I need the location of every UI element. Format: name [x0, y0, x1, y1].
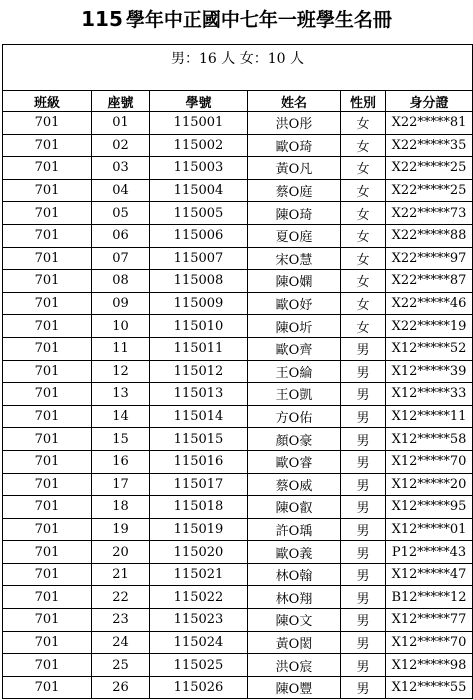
cell-student-id: 115023: [150, 609, 248, 632]
cell-class: 701: [3, 654, 92, 677]
cell-class: 701: [3, 224, 92, 247]
cell-national-id: X22*****35: [386, 134, 473, 157]
cell-name: 陳O叡: [248, 496, 341, 519]
cell-national-id: X12*****58: [386, 428, 473, 451]
cell-seat-no: 21: [92, 563, 150, 586]
table-row: [3, 134, 473, 157]
cell-gender: 男: [341, 473, 386, 496]
table-row: [3, 360, 473, 383]
cell-name: 方O佑: [248, 405, 341, 428]
cell-seat-no: 03: [92, 157, 150, 180]
cell-student-id: 115024: [150, 631, 248, 654]
table-row: [3, 676, 473, 699]
cell-seat-no: 26: [92, 676, 150, 699]
cell-name: 洪O彤: [248, 112, 341, 135]
gender-summary-row: [3, 45, 473, 91]
cell-class: 701: [3, 112, 92, 135]
title-year: 115: [81, 7, 123, 31]
cell-national-id: X12*****77: [386, 609, 473, 632]
cell-name: 林O翔: [248, 586, 341, 609]
cell-gender: 男: [341, 609, 386, 632]
cell-name: 蔡O威: [248, 473, 341, 496]
table-row: [3, 337, 473, 360]
table-row: [3, 157, 473, 180]
cell-gender: 男: [341, 676, 386, 699]
cell-gender: 男: [341, 563, 386, 586]
cell-class: 701: [3, 337, 92, 360]
cell-seat-no: 12: [92, 360, 150, 383]
cell-national-id: P12*****43: [386, 541, 473, 564]
cell-student-id: 115002: [150, 134, 248, 157]
title-text: 學年中正國中七年一班學生名冊: [125, 9, 392, 31]
cell-student-id: 115010: [150, 315, 248, 338]
cell-student-id: 115017: [150, 473, 248, 496]
cell-name: 歐O齊: [248, 337, 341, 360]
cell-seat-no: 11: [92, 337, 150, 360]
cell-national-id: X12*****39: [386, 360, 473, 383]
cell-gender: 男: [341, 383, 386, 406]
cell-class: 701: [3, 157, 92, 180]
cell-student-id: 115005: [150, 202, 248, 225]
cell-national-id: X12*****11: [386, 405, 473, 428]
cell-class: 701: [3, 631, 92, 654]
cell-name: 陳O豐: [248, 676, 341, 699]
cell-seat-no: 23: [92, 609, 150, 632]
table-row: [3, 315, 473, 338]
cell-seat-no: 01: [92, 112, 150, 135]
cell-name: 歐O妤: [248, 292, 341, 315]
cell-class: 701: [3, 676, 92, 699]
cell-student-id: 115012: [150, 360, 248, 383]
cell-student-id: 115021: [150, 563, 248, 586]
cell-class: 701: [3, 473, 92, 496]
cell-gender: 女: [341, 134, 386, 157]
cell-name: 王O凱: [248, 383, 341, 406]
cell-student-id: 115020: [150, 541, 248, 564]
cell-student-id: 115003: [150, 157, 248, 180]
cell-national-id: X22*****73: [386, 202, 473, 225]
cell-student-id: 115025: [150, 654, 248, 677]
cell-seat-no: 22: [92, 586, 150, 609]
cell-name: 陳O嫻: [248, 270, 341, 293]
page-title: [0, 4, 473, 34]
header-national-id: 身分證: [386, 91, 473, 112]
cell-national-id: X22*****97: [386, 247, 473, 270]
table-row: [3, 179, 473, 202]
gender-summary: 男：16 人 女：10 人: [3, 45, 473, 91]
student-roster-table: [2, 44, 473, 699]
cell-name: 歐O義: [248, 541, 341, 564]
cell-class: 701: [3, 428, 92, 451]
cell-seat-no: 07: [92, 247, 150, 270]
cell-class: 701: [3, 586, 92, 609]
cell-gender: 女: [341, 247, 386, 270]
cell-class: 701: [3, 360, 92, 383]
cell-student-id: 115014: [150, 405, 248, 428]
cell-name: 夏O庭: [248, 224, 341, 247]
cell-national-id: X12*****20: [386, 473, 473, 496]
cell-gender: 男: [341, 428, 386, 451]
header-class: 班級: [3, 91, 92, 112]
cell-seat-no: 14: [92, 405, 150, 428]
cell-class: 701: [3, 292, 92, 315]
cell-class: 701: [3, 609, 92, 632]
cell-national-id: X22*****19: [386, 315, 473, 338]
cell-name: 黃O凡: [248, 157, 341, 180]
cell-national-id: X12*****33: [386, 383, 473, 406]
cell-gender: 女: [341, 179, 386, 202]
table-row: [3, 473, 473, 496]
cell-seat-no: 20: [92, 541, 150, 564]
cell-student-id: 115018: [150, 496, 248, 519]
cell-name: 許O瑀: [248, 518, 341, 541]
cell-seat-no: 10: [92, 315, 150, 338]
cell-student-id: 115022: [150, 586, 248, 609]
cell-national-id: X12*****70: [386, 450, 473, 473]
cell-gender: 女: [341, 292, 386, 315]
table-row: [3, 450, 473, 473]
table-row: [3, 383, 473, 406]
cell-student-id: 115015: [150, 428, 248, 451]
cell-student-id: 115016: [150, 450, 248, 473]
cell-class: 701: [3, 541, 92, 564]
cell-seat-no: 05: [92, 202, 150, 225]
header-seat-no: 座號: [92, 91, 150, 112]
cell-gender: 男: [341, 405, 386, 428]
cell-name: 黃O閎: [248, 631, 341, 654]
cell-class: 701: [3, 247, 92, 270]
cell-gender: 男: [341, 518, 386, 541]
cell-national-id: X12*****95: [386, 496, 473, 519]
cell-class: 701: [3, 405, 92, 428]
header-name: 姓名: [248, 91, 341, 112]
cell-seat-no: 08: [92, 270, 150, 293]
roster-body: [3, 112, 473, 699]
cell-student-id: 115011: [150, 337, 248, 360]
cell-student-id: 115001: [150, 112, 248, 135]
table-row: [3, 609, 473, 632]
cell-gender: 男: [341, 450, 386, 473]
cell-seat-no: 19: [92, 518, 150, 541]
cell-seat-no: 18: [92, 496, 150, 519]
table-row: [3, 292, 473, 315]
cell-student-id: 115009: [150, 292, 248, 315]
cell-student-id: 115007: [150, 247, 248, 270]
cell-name: 陳O文: [248, 609, 341, 632]
cell-name: 陳O圻: [248, 315, 341, 338]
cell-seat-no: 16: [92, 450, 150, 473]
cell-class: 701: [3, 518, 92, 541]
cell-gender: 女: [341, 270, 386, 293]
table-row: [3, 654, 473, 677]
cell-national-id: X12*****52: [386, 337, 473, 360]
cell-seat-no: 25: [92, 654, 150, 677]
header-gender: 性別: [341, 91, 386, 112]
cell-seat-no: 09: [92, 292, 150, 315]
cell-class: 701: [3, 450, 92, 473]
cell-gender: 女: [341, 315, 386, 338]
cell-gender: 男: [341, 654, 386, 677]
table-row: [3, 631, 473, 654]
cell-name: 顏O豪: [248, 428, 341, 451]
cell-student-id: 115004: [150, 179, 248, 202]
cell-gender: 女: [341, 202, 386, 225]
cell-national-id: X22*****88: [386, 224, 473, 247]
cell-national-id: X22*****25: [386, 157, 473, 180]
cell-national-id: X12*****70: [386, 631, 473, 654]
cell-national-id: X12*****55: [386, 676, 473, 699]
cell-gender: 男: [341, 337, 386, 360]
cell-name: 王O綸: [248, 360, 341, 383]
cell-gender: 男: [341, 360, 386, 383]
cell-name: 宋O慧: [248, 247, 341, 270]
cell-name: 蔡O庭: [248, 179, 341, 202]
cell-student-id: 115006: [150, 224, 248, 247]
cell-class: 701: [3, 134, 92, 157]
cell-national-id: X12*****01: [386, 518, 473, 541]
table-header-row: [3, 91, 473, 112]
cell-seat-no: 15: [92, 428, 150, 451]
cell-student-id: 115026: [150, 676, 248, 699]
header-student-id: 學號: [150, 91, 248, 112]
cell-name: 陳O琦: [248, 202, 341, 225]
cell-national-id: X12*****98: [386, 654, 473, 677]
table-row: [3, 518, 473, 541]
cell-national-id: X22*****25: [386, 179, 473, 202]
table-row: [3, 586, 473, 609]
cell-national-id: X22*****81: [386, 112, 473, 135]
cell-student-id: 115008: [150, 270, 248, 293]
cell-class: 701: [3, 202, 92, 225]
cell-gender: 男: [341, 586, 386, 609]
cell-name: 歐O睿: [248, 450, 341, 473]
cell-seat-no: 02: [92, 134, 150, 157]
cell-seat-no: 17: [92, 473, 150, 496]
cell-national-id: B12*****12: [386, 586, 473, 609]
cell-seat-no: 13: [92, 383, 150, 406]
cell-gender: 女: [341, 112, 386, 135]
cell-national-id: X22*****46: [386, 292, 473, 315]
cell-gender: 男: [341, 631, 386, 654]
cell-class: 701: [3, 563, 92, 586]
table-row: [3, 496, 473, 519]
table-row: [3, 428, 473, 451]
cell-gender: 男: [341, 541, 386, 564]
table-row: [3, 563, 473, 586]
cell-name: 林O翰: [248, 563, 341, 586]
table-row: [3, 112, 473, 135]
cell-gender: 男: [341, 496, 386, 519]
table-row: [3, 541, 473, 564]
cell-student-id: 115019: [150, 518, 248, 541]
cell-national-id: X22*****87: [386, 270, 473, 293]
cell-gender: 女: [341, 157, 386, 180]
table-row: [3, 247, 473, 270]
cell-student-id: 115013: [150, 383, 248, 406]
cell-gender: 女: [341, 224, 386, 247]
cell-name: 洪O宸: [248, 654, 341, 677]
cell-seat-no: 24: [92, 631, 150, 654]
table-row: [3, 405, 473, 428]
cell-class: 701: [3, 179, 92, 202]
cell-class: 701: [3, 315, 92, 338]
cell-class: 701: [3, 496, 92, 519]
cell-class: 701: [3, 383, 92, 406]
table-row: [3, 270, 473, 293]
table-row: [3, 202, 473, 225]
cell-national-id: X12*****47: [386, 563, 473, 586]
cell-name: 歐O琦: [248, 134, 341, 157]
cell-class: 701: [3, 270, 92, 293]
cell-seat-no: 04: [92, 179, 150, 202]
cell-seat-no: 06: [92, 224, 150, 247]
table-row: [3, 224, 473, 247]
